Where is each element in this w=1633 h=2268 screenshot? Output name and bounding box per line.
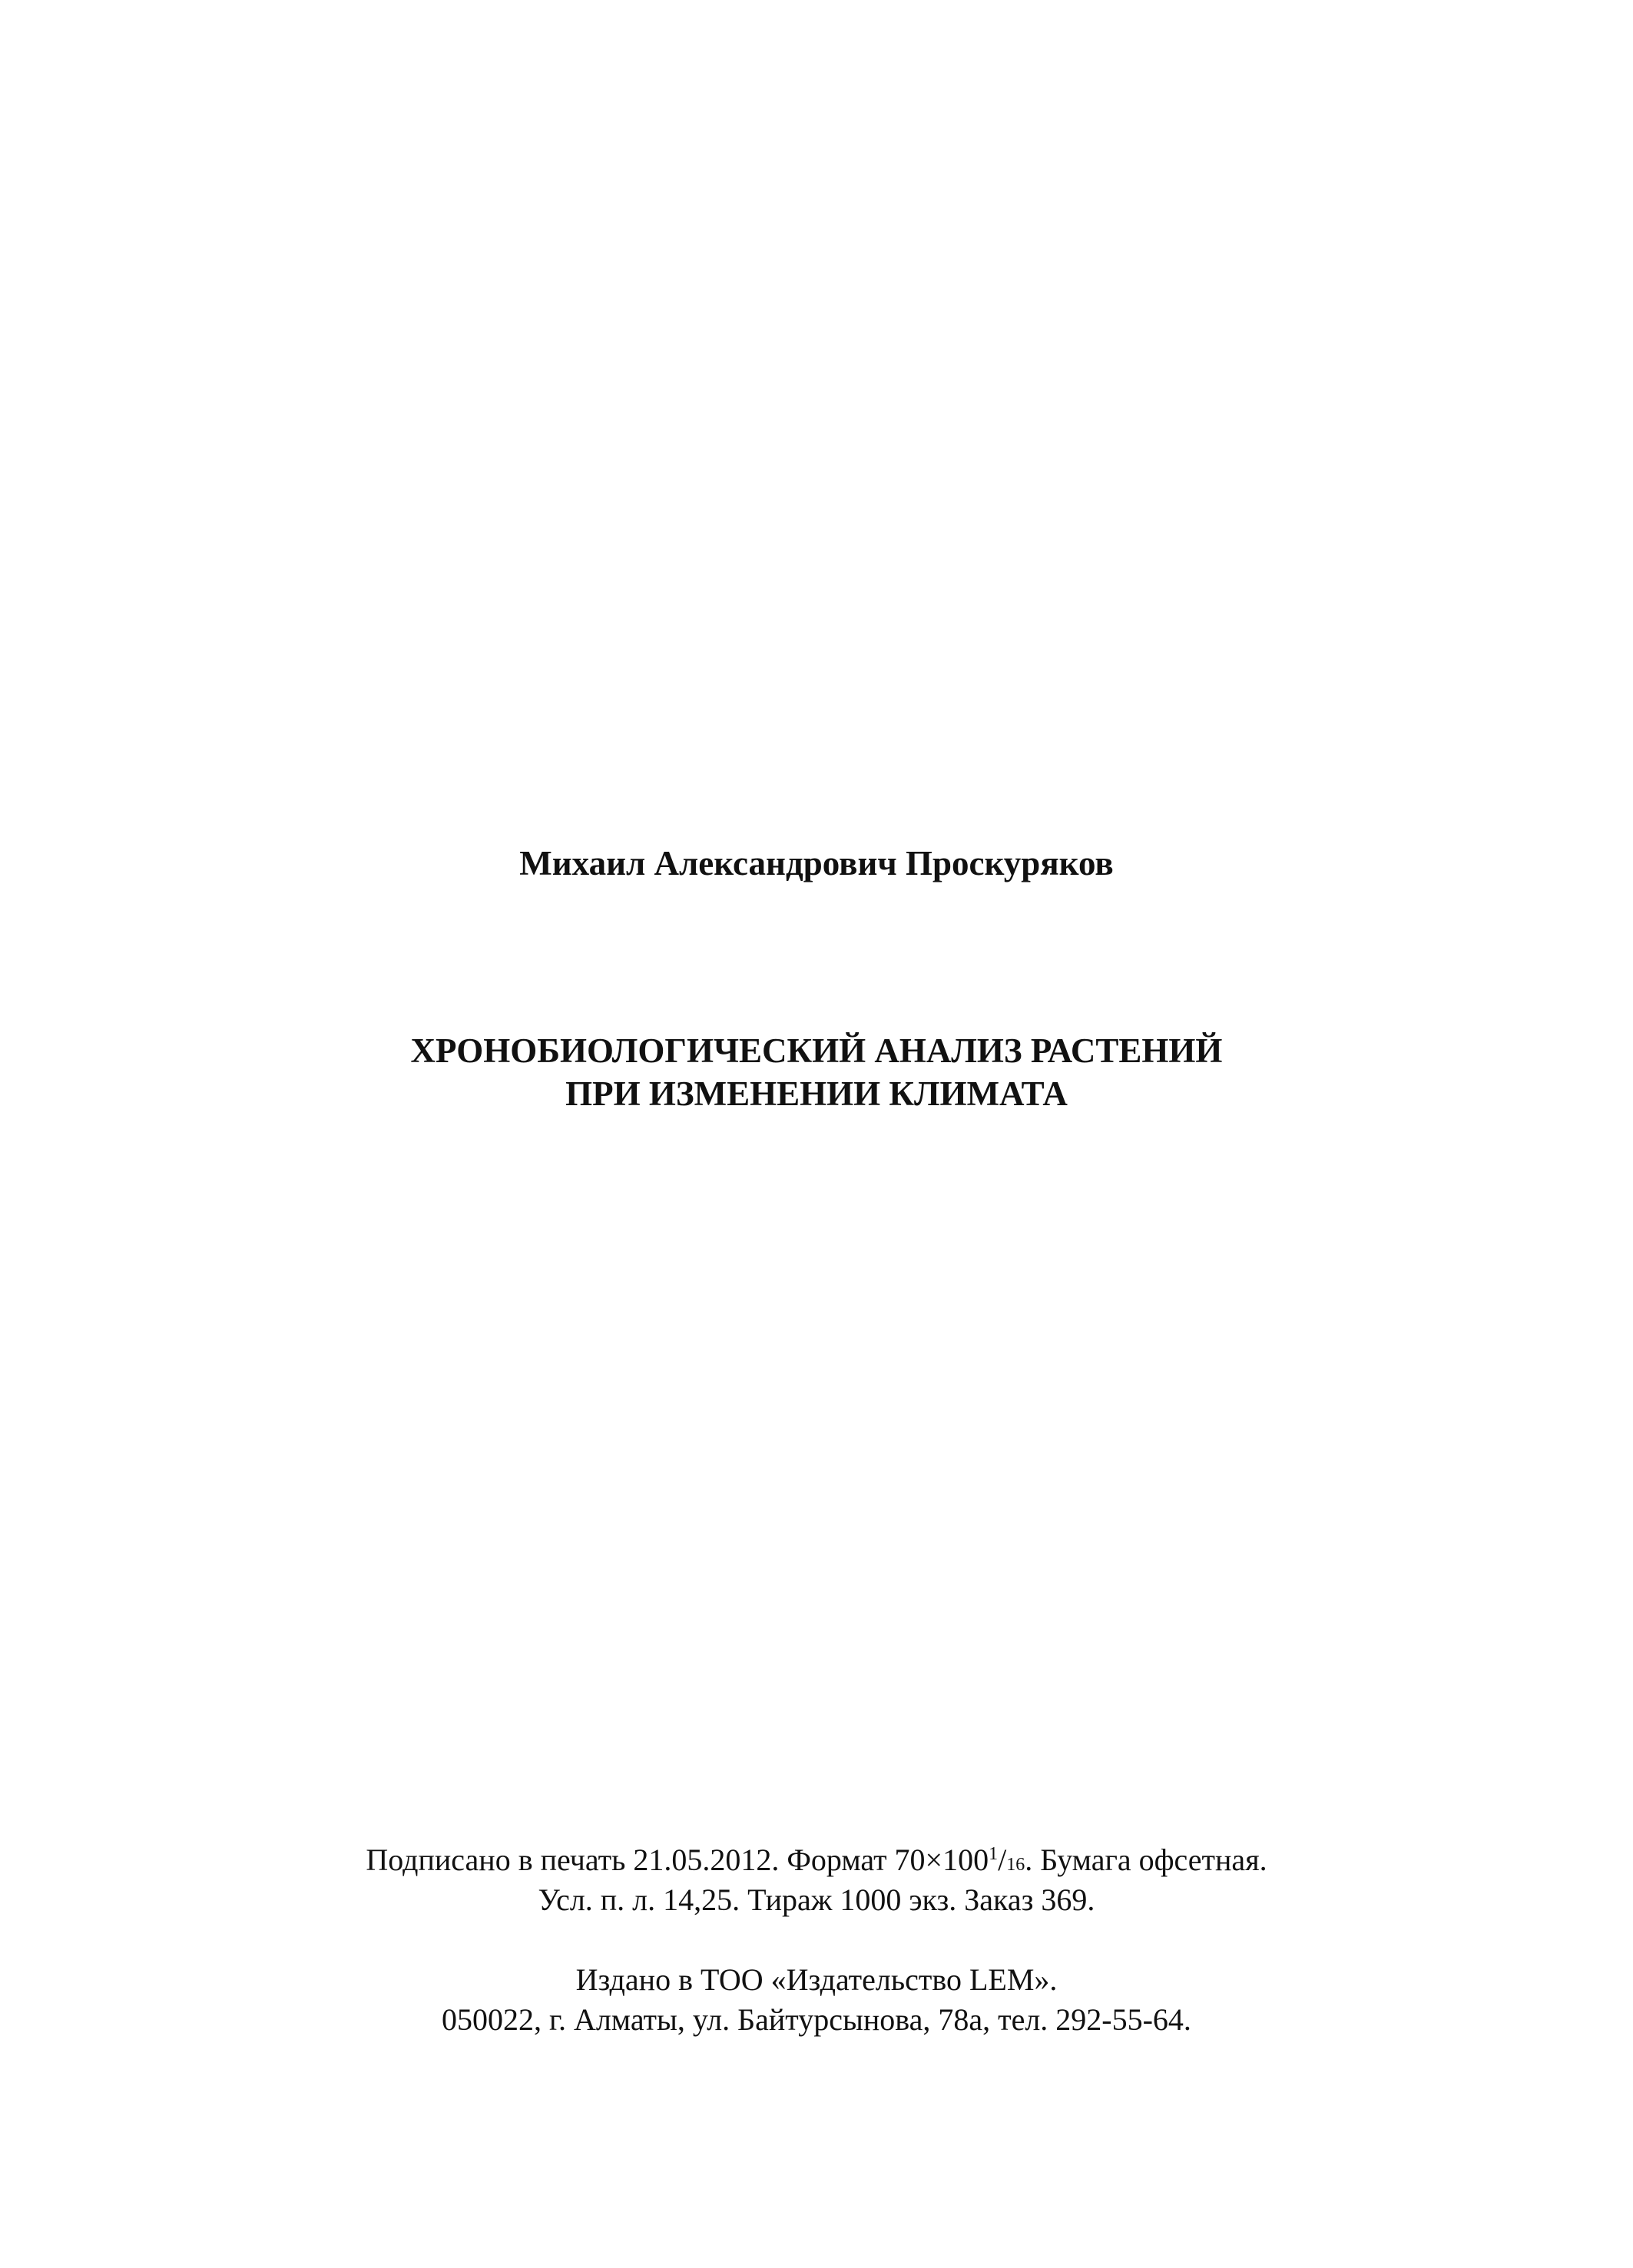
imprint-print-details [0, 1840, 1633, 1880]
book-title-line-2: ПРИ ИЗМЕНЕНИИ КЛИМАТА [565, 1074, 1068, 1113]
imprint-paper-type: . Бумага офсетная. [1025, 1843, 1267, 1877]
imprint-print-details-text: Подписано в печать 21.05.2012. Формат 70×100 [366, 1843, 989, 1877]
format-fraction-numerator: 1 [989, 1844, 999, 1864]
book-title-line-1: ХРОНОБИОЛОГИЧЕСКИЙ АНАЛИЗ РАСТЕНИЙ [410, 1031, 1223, 1070]
format-fraction-denominator: 16 [1006, 1855, 1025, 1875]
imprint-block [0, 1840, 1633, 2040]
imprint-publisher: Издано в ТОО «Издательство LEM». [575, 1962, 1058, 1997]
format-fraction-separator: / [998, 1843, 1007, 1877]
book-title [0, 1029, 1633, 1115]
imprint-spacer [0, 1920, 1633, 1960]
imprint-publisher-address: 050022, г. Алматы, ул. Байтурсынова, 78а, тел. 292-55-64. [442, 2002, 1191, 2037]
author-name: Михаил Александрович Проскуряков [519, 844, 1114, 882]
imprint-print-run: Усл. п. л. 14,25. Тираж 1000 экз. Заказ 369. [538, 1882, 1095, 1917]
